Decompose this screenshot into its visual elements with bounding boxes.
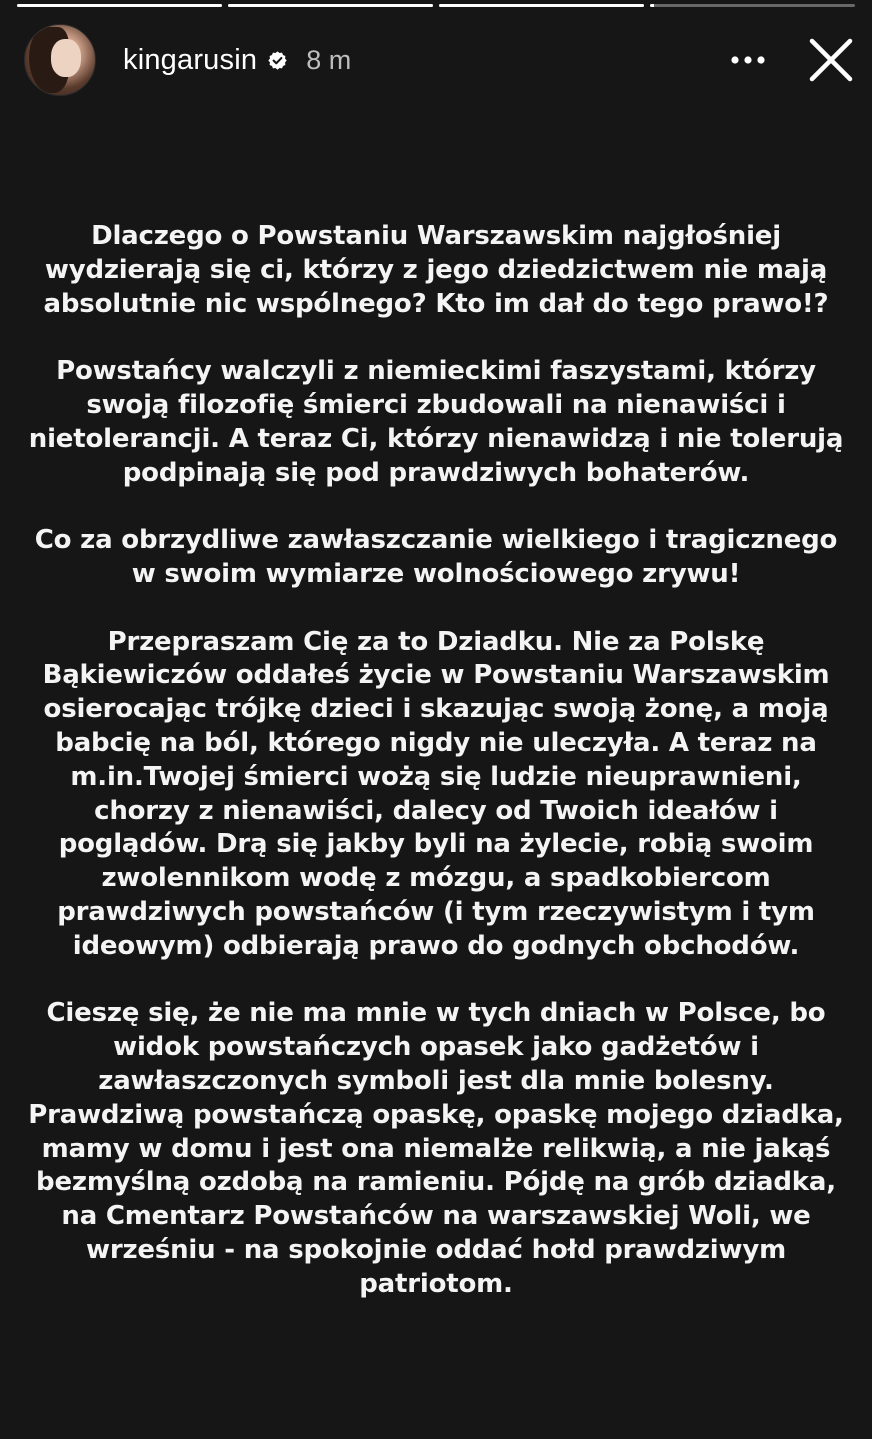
story-text-line: bezmyślną ozdobą na ramieniu. Pójdę na grób dziadka, xyxy=(36,1167,836,1198)
story-text-line: zawłaszczonych symboli jest dla mnie bolesny. xyxy=(98,1065,774,1096)
more-options-button[interactable] xyxy=(728,40,768,80)
story-text-line: Przepraszam Cię za to Dziadku. Nie za Polskę xyxy=(107,626,765,657)
story-text-line: Prawdziwą powstańczą opaskę, opaskę mojego dziadka, xyxy=(28,1099,844,1130)
story-paragraph xyxy=(26,524,846,592)
progress-segment xyxy=(439,4,644,7)
progress-segment xyxy=(228,4,433,7)
close-icon xyxy=(809,38,853,82)
story-progress-bar xyxy=(17,4,855,8)
story-text-line: patriotom. xyxy=(359,1268,513,1299)
progress-segment xyxy=(650,4,855,7)
story-text-line: Dlaczego o Powstaniu Warszawskim najgłośniej xyxy=(91,221,781,251)
story-text-line: swoją filozofię śmierci zbudowali na nienawiści i xyxy=(86,389,786,420)
avatar-face xyxy=(51,39,81,77)
progress-segment-fill xyxy=(228,4,433,7)
story-text-line: podpinają się pod prawdziwych bohaterów. xyxy=(122,457,750,488)
story-text-line: w swoim wymiarze wolnościowego zrywu! xyxy=(131,558,741,589)
story-text-line: ideowym) odbierają prawo do godnych obchodów. xyxy=(72,930,800,961)
story-text-line: Co za obrzydliwe zawłaszczanie wielkiego i tragicznego xyxy=(34,525,838,556)
story-text-line: nietolerancji. A teraz Ci, którzy nienawidzą i nie tolerują xyxy=(28,423,844,454)
story-paragraph xyxy=(26,997,846,1301)
story-text-line: mamy w domu i jest ona niemalże relikwią, a nie jakąś xyxy=(41,1133,831,1164)
story-text-line: widok powstańczych opasek jako gadżetów i xyxy=(113,1032,759,1063)
story-paragraph xyxy=(26,626,846,964)
verified-badge-icon xyxy=(267,50,288,71)
story-text-line: chorzy z nienawiści, dalecy od Twoich ideałów i xyxy=(94,795,778,826)
avatar[interactable] xyxy=(24,24,96,96)
story-text-line: zwolennikom wodę z mózgu, a spadkobiercom xyxy=(101,863,771,894)
story-text-line: babcię na ból, którego nigdy nie uleczyła. A teraz na xyxy=(55,727,817,758)
story-text-line: m.in.Twojej śmierci wożą się ludzie nieuprawnieni, xyxy=(70,761,802,792)
story-timestamp: 8 m xyxy=(306,44,352,75)
progress-segment-fill xyxy=(17,4,222,7)
story-text-line: wrześniu - na spokojnie oddać hołd prawdziwym xyxy=(86,1234,786,1265)
story-text-line: Powstańcy walczyli z niemieckimi faszystami, którzy xyxy=(56,356,816,387)
story-text-line: na Cmentarz Powstańców na warszawskiej Woli, we xyxy=(61,1201,811,1232)
more-horizontal-icon xyxy=(730,55,766,65)
story-header xyxy=(24,24,854,96)
story-text-line: poglądów. Drą się jakby byli na żylecie, robią swoim xyxy=(58,829,814,860)
progress-segment xyxy=(17,4,222,7)
username[interactable]: kingarusin xyxy=(123,43,258,76)
story-paragraph xyxy=(26,220,846,321)
story-text-line: absolutnie nic wspólnego? Kto im dał do tego prawo!? xyxy=(43,288,829,319)
story-text-body xyxy=(26,220,846,1335)
close-button[interactable] xyxy=(808,37,854,83)
progress-segment-fill xyxy=(650,4,654,7)
story-text-line: osierocając trójkę dzieci i skazując swoją żonę, a moją xyxy=(43,694,829,725)
story-paragraph xyxy=(26,355,846,490)
story-text-line: Cieszę się, że nie ma mnie w tych dniach w Polsce, bo xyxy=(46,998,826,1029)
story-text-line: prawdziwych powstańców (i tym rzeczywistym i tym xyxy=(57,896,815,927)
story-text-line: Bąkiewiczów oddałeś życie w Powstaniu Warszawskim xyxy=(42,660,830,691)
progress-segment-fill xyxy=(439,4,644,7)
story-text-line: wydzierają się ci, którzy z jego dziedzictwem nie mają xyxy=(44,254,828,285)
